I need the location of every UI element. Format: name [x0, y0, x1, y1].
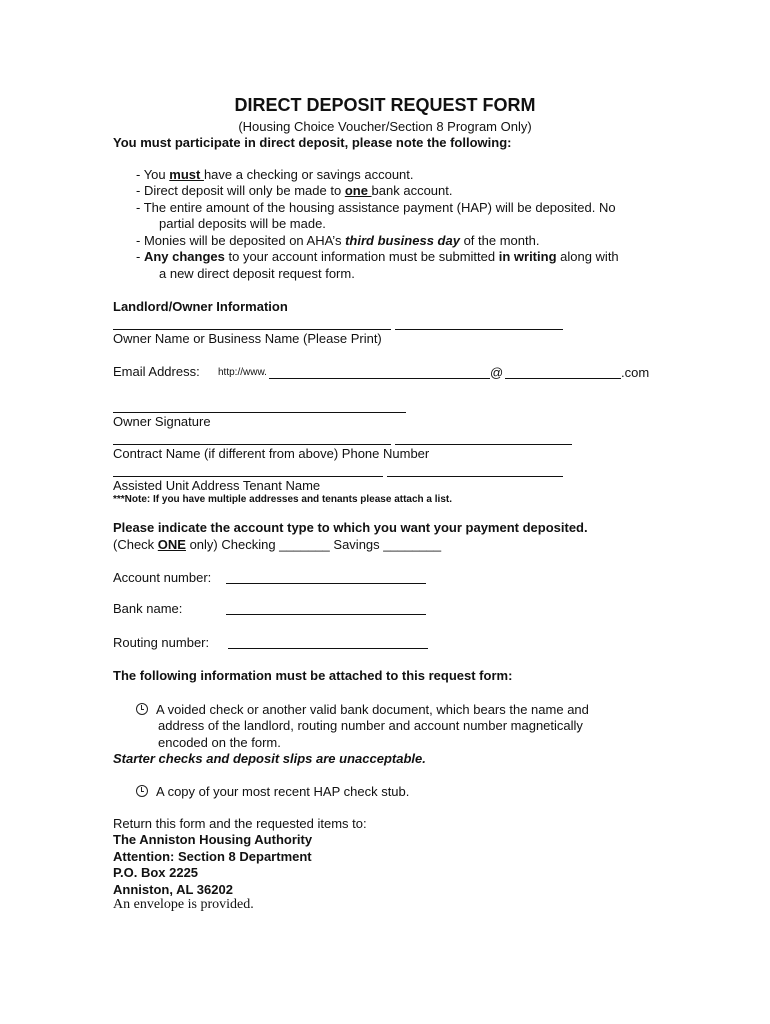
- attachment-voided-check-cont2: encoded on the form.: [158, 735, 281, 750]
- attachment-voided-check-cont: address of the landlord, routing number and account number magnetically: [158, 718, 583, 733]
- bank-name-line[interactable]: [226, 614, 426, 615]
- rule-one-bank: [136, 183, 453, 198]
- tenant-name-line[interactable]: [387, 476, 563, 477]
- rule-text: -: [136, 249, 144, 264]
- clock-icon: [136, 703, 148, 715]
- starter-checks-warning: Starter checks and deposit slips are unacceptable.: [113, 751, 426, 766]
- rule-deposit-day: [136, 233, 539, 248]
- landlord-heading: Landlord/Owner Information: [113, 299, 288, 314]
- return-intro: Return this form and the requested items to:: [113, 816, 367, 831]
- clock-icon: [136, 785, 148, 797]
- rule-text: of the month.: [459, 233, 540, 248]
- return-city: Anniston, AL 36202: [113, 882, 233, 897]
- account-number-line[interactable]: [226, 583, 426, 584]
- envelope-note: An envelope is provided.: [113, 897, 254, 912]
- attachment-hap-stub: [136, 784, 409, 799]
- form-title: DIRECT DEPOSIT REQUEST FORM: [234, 95, 536, 115]
- rule-checking-account: [136, 167, 414, 182]
- email-user-line[interactable]: [269, 378, 490, 379]
- attachments-heading: The following information must be attached to this request form:: [113, 668, 513, 683]
- rule-emphasis: Any changes: [143, 249, 225, 264]
- attachment-voided-check: [136, 702, 589, 717]
- contract-name-line[interactable]: [113, 444, 391, 445]
- email-domain-line[interactable]: [505, 378, 621, 379]
- unit-tenant-label: Assisted Unit Address Tenant Name: [113, 478, 321, 493]
- owner-signature-label: Owner Signature: [113, 414, 211, 429]
- return-org: The Anniston Housing Authority: [113, 832, 313, 847]
- email-label: Email Address:: [113, 364, 200, 379]
- business-name-line[interactable]: [395, 329, 563, 330]
- rule-emphasis: must: [169, 167, 204, 182]
- bank-name-label: Bank name:: [113, 601, 183, 616]
- rule-entire-amount-cont: partial deposits will be made.: [159, 216, 326, 231]
- contract-phone-label: Contract Name (if different from above) Phone Number: [113, 446, 430, 461]
- account-type-line[interactable]: [113, 537, 441, 552]
- email-at: @: [490, 365, 504, 380]
- routing-number-line[interactable]: [228, 648, 428, 649]
- attachment-text: A voided check or another valid bank document, which bears the name and: [156, 702, 589, 717]
- email-suffix: .com: [621, 365, 650, 380]
- account-number-label: Account number:: [113, 570, 212, 585]
- rule-changes: [136, 249, 619, 264]
- rule-text: along with: [556, 249, 619, 264]
- return-po-box: P.O. Box 2225: [113, 865, 199, 880]
- rule-changes-cont: a new direct deposit request form.: [159, 266, 355, 281]
- account-type-text: (Check: [113, 537, 158, 552]
- owner-signature-line[interactable]: [113, 412, 406, 413]
- rule-emphasis: in writing: [498, 249, 557, 264]
- rule-text: to your account information must be submitted: [224, 249, 499, 264]
- rule-entire-amount: - The entire amount of the housing assistance payment (HAP) will be deposited. No: [136, 200, 616, 215]
- intro-text: You must participate in direct deposit, please note the following:: [113, 135, 512, 150]
- phone-number-line[interactable]: [395, 444, 572, 445]
- account-type-emphasis: ONE: [157, 537, 186, 552]
- rule-text: have a checking or savings account.: [203, 167, 414, 182]
- owner-name-line[interactable]: [113, 329, 391, 330]
- rule-text: - Direct deposit will only be made to: [136, 183, 345, 198]
- multiple-addresses-note: ***Note: If you have multiple addresses and tenants please attach a list.: [113, 494, 452, 505]
- rule-text: bank account.: [371, 183, 453, 198]
- rule-emphasis: one: [344, 183, 372, 198]
- owner-name-label: Owner Name or Business Name (Please Print): [113, 331, 382, 346]
- rule-emphasis: third business day: [345, 233, 460, 248]
- email-prefix: http://www.: [218, 367, 267, 378]
- account-type-text: only) Checking _______ Savings ________: [185, 537, 442, 552]
- unit-address-line[interactable]: [113, 476, 383, 477]
- return-attention: Attention: Section 8 Department: [113, 849, 312, 864]
- form-subtitle: (Housing Choice Voucher/Section 8 Program Only): [238, 119, 532, 134]
- attachment-text: A copy of your most recent HAP check stub.: [156, 784, 410, 799]
- routing-number-label: Routing number:: [113, 635, 210, 650]
- account-heading: Please indicate the account type to which you want your payment deposited.: [113, 520, 588, 535]
- rule-text: - Monies will be deposited on AHA’s: [136, 233, 346, 248]
- rule-text: - You: [136, 167, 170, 182]
